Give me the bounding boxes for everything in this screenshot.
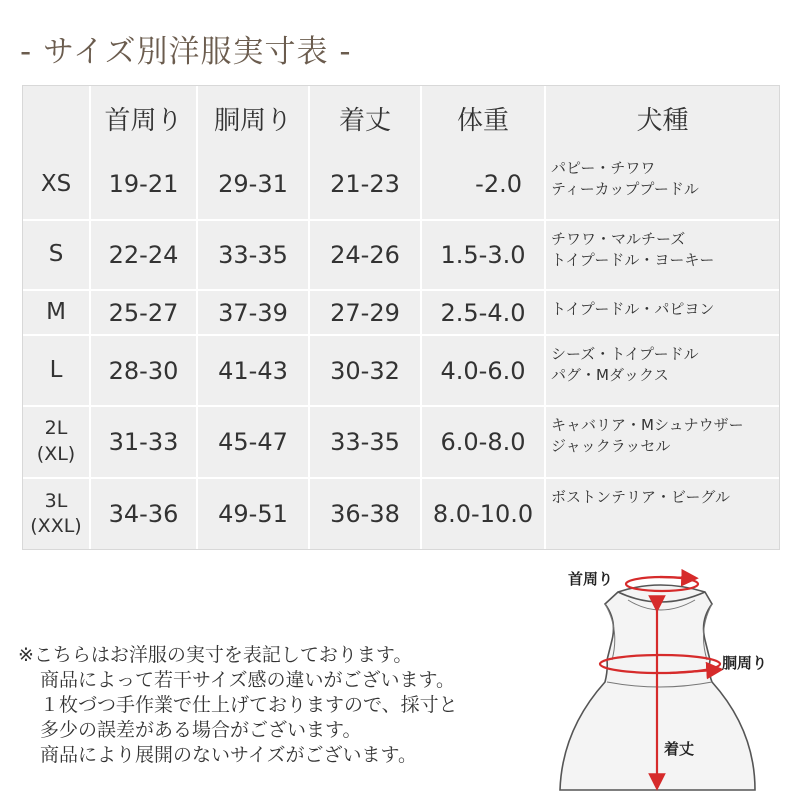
size-cell: L bbox=[23, 336, 91, 407]
chest-cell: 45-47 bbox=[198, 407, 310, 479]
header-neck: 首周り bbox=[91, 86, 198, 150]
neck-cell: 34-36 bbox=[91, 479, 198, 549]
breed-cell: シーズ・トイプードル パグ・Mダックス bbox=[546, 336, 779, 407]
measurement-diagram bbox=[550, 560, 800, 800]
length-cell: 30-32 bbox=[310, 336, 422, 407]
dress-illustration bbox=[550, 560, 800, 800]
neck-cell: 31-33 bbox=[91, 407, 198, 479]
note-line: ※こちらはお洋服の実寸を表記しております。 bbox=[18, 644, 413, 666]
note-line: 商品によって若干サイズ感の違いがございます。 bbox=[40, 669, 455, 691]
chest-cell: 41-43 bbox=[198, 336, 310, 407]
neck-cell: 28-30 bbox=[91, 336, 198, 407]
size-cell: S bbox=[23, 221, 91, 292]
size-cell: M bbox=[23, 291, 91, 336]
size-cell: XS bbox=[23, 150, 91, 221]
note-line: １枚づつ手作業で仕上げておりますので、採寸と bbox=[40, 694, 458, 716]
chest-cell: 37-39 bbox=[198, 291, 310, 336]
header-breed: 犬種 bbox=[636, 105, 689, 136]
table-row bbox=[23, 150, 779, 221]
chest-cell: 33-35 bbox=[198, 221, 310, 292]
size-cell: 2L (XL) bbox=[23, 407, 91, 479]
table-row bbox=[23, 291, 779, 336]
header-weight: 体重 bbox=[422, 86, 546, 150]
length-cell: 27-29 bbox=[310, 291, 422, 336]
weight-cell: 6.0-8.0 bbox=[422, 407, 546, 479]
length-label: 着丈 bbox=[664, 740, 695, 758]
page-title: - サイズ別洋服実寸表 - bbox=[20, 34, 352, 70]
table-row bbox=[23, 479, 779, 549]
neck-label: 首周り bbox=[568, 570, 614, 588]
weight-cell: 4.0-6.0 bbox=[422, 336, 546, 407]
length-cell: 21-23 bbox=[310, 150, 422, 221]
length-cell: 33-35 bbox=[310, 407, 422, 479]
weight-cell: 8.0-10.0 bbox=[422, 479, 546, 549]
breed-cell: ボストンテリア・ビーグル bbox=[551, 488, 730, 507]
neck-cell: 25-27 bbox=[91, 291, 198, 336]
table-row bbox=[23, 407, 779, 479]
notes bbox=[18, 643, 458, 768]
breed-cell: キャバリア・Mシュナウザー ジャックラッセル bbox=[546, 407, 779, 479]
table-header-row bbox=[23, 86, 779, 150]
size-table bbox=[22, 85, 780, 550]
breed-cell: チワワ・マルチーズ トイプードル・ヨーキー bbox=[546, 221, 779, 292]
length-cell: 36-38 bbox=[310, 479, 422, 549]
chest-cell: 49-51 bbox=[198, 479, 310, 549]
header-length: 着丈 bbox=[310, 86, 422, 150]
weight-cell: 1.5-3.0 bbox=[422, 221, 546, 292]
neck-cell: 19-21 bbox=[91, 150, 198, 221]
breed-cell: パピー・チワワ ティーカッププードル bbox=[546, 150, 779, 221]
header-size bbox=[23, 86, 91, 150]
neck-measure-arrow bbox=[660, 577, 690, 578]
chest-label: 胴周り bbox=[722, 654, 768, 672]
neck-cell: 22-24 bbox=[91, 221, 198, 292]
size-cell: 3L (XXL) bbox=[23, 479, 91, 549]
table-row bbox=[23, 221, 779, 292]
note-line: 多少の誤差がある場合がございます。 bbox=[40, 719, 362, 741]
length-cell: 24-26 bbox=[310, 221, 422, 292]
weight-cell: 2.5-4.0 bbox=[422, 291, 546, 336]
header-chest: 胴周り bbox=[198, 86, 310, 150]
weight-cell: -2.0 bbox=[422, 150, 546, 221]
chest-cell: 29-31 bbox=[198, 150, 310, 221]
note-line: 商品により展開のないサイズがございます。 bbox=[40, 744, 417, 766]
breed-cell: トイプードル・パピヨン bbox=[546, 291, 779, 336]
table-row bbox=[23, 336, 779, 407]
